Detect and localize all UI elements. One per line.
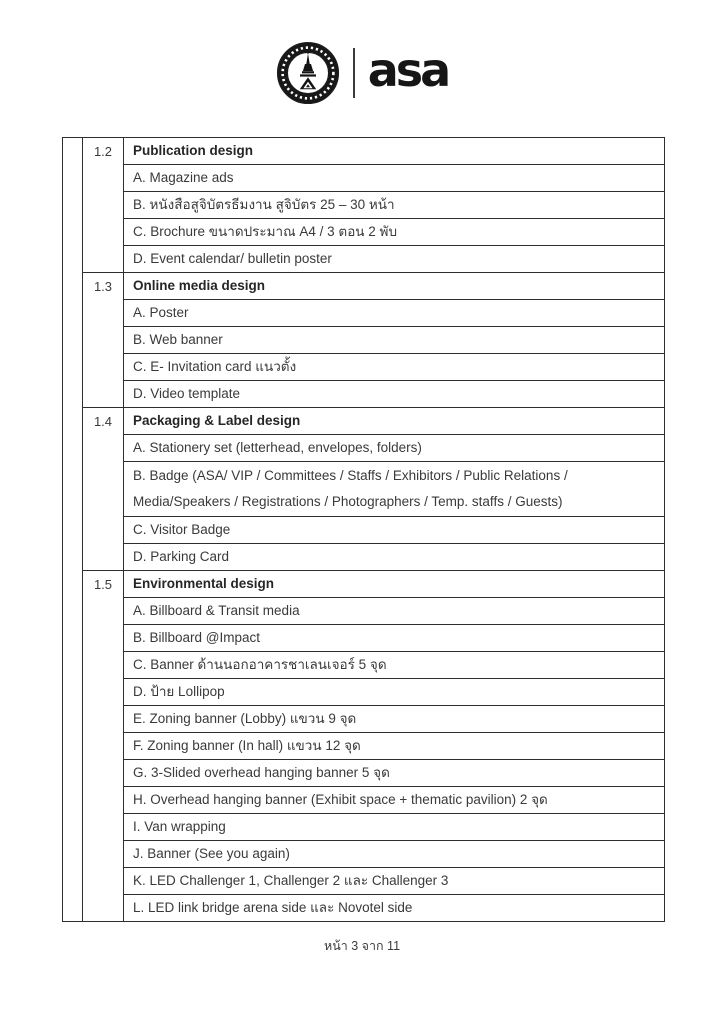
item-cell: A. Billboard & Transit media: [124, 598, 665, 625]
item-cell: C. E- Invitation card แนวตั้ง: [124, 354, 665, 381]
item-cell: I. Van wrapping: [124, 814, 665, 841]
table-row: [63, 733, 665, 760]
item-cell: B. Web banner: [124, 327, 665, 354]
item-cell: D. ป้าย Lollipop: [124, 679, 665, 706]
table-row: [63, 138, 665, 165]
section-number: 1.2: [83, 138, 124, 273]
item-cell: D. Parking Card: [124, 544, 665, 571]
item-cell: F. Zoning banner (In hall) แขวน 12 จุด: [124, 733, 665, 760]
item-cell: K. LED Challenger 1, Challenger 2 และ Challenger 3: [124, 868, 665, 895]
table-row: [63, 544, 665, 571]
table-row: [63, 598, 665, 625]
table-row: [63, 571, 665, 598]
page-number: หน้า 3 จาก 11: [323, 939, 401, 953]
table-left-spacer-cell: [63, 138, 83, 922]
table-row: [63, 435, 665, 462]
table-row: [63, 868, 665, 895]
item-cell: C. Visitor Badge: [124, 517, 665, 544]
table-row: [63, 706, 665, 733]
table-row: [63, 652, 665, 679]
item-cell: G. 3-Slided overhead hanging banner 5 จุด: [124, 760, 665, 787]
section-title: Packaging & Label design: [124, 408, 665, 435]
table-row: [63, 625, 665, 652]
table-row: [63, 679, 665, 706]
item-cell: B. Badge (ASA/ VIP / Committees / Staffs / Exhibitors / Public Relations / Media/Speakers / Registrations / Photographers / Temp. staffs / Guests): [124, 462, 665, 517]
section-number: 1.5: [83, 571, 124, 922]
item-cell: L. LED link bridge arena side และ Novotel side: [124, 895, 665, 922]
table-row: [63, 219, 665, 246]
table-row: [63, 354, 665, 381]
section-number: 1.4: [83, 408, 124, 571]
table-row: [63, 760, 665, 787]
table-row: [63, 408, 665, 435]
table-row: [63, 381, 665, 408]
section-title: Publication design: [124, 138, 665, 165]
table-row: [63, 273, 665, 300]
section-number: 1.3: [83, 273, 124, 408]
item-cell: A. Poster: [124, 300, 665, 327]
section-title: Environmental design: [124, 571, 665, 598]
table-row: [63, 192, 665, 219]
header-logos: [0, 40, 724, 106]
item-cell: A. Stationery set (letterhead, envelopes, folders): [124, 435, 665, 462]
table-row: [63, 165, 665, 192]
table-row: [63, 787, 665, 814]
item-cell: J. Banner (See you again): [124, 841, 665, 868]
table-row: [63, 517, 665, 544]
item-cell: C. Banner ด้านนอกอาคารชาเลนเจอร์ 5 จุด: [124, 652, 665, 679]
item-cell: D. Event calendar/ bulletin poster: [124, 246, 665, 273]
logo-divider: [353, 48, 355, 98]
section-title: Online media design: [124, 273, 665, 300]
item-cell: B. หนังสือสูจิบัตรธีมงาน สูจิบัตร 25 – 30 หน้า: [124, 192, 665, 219]
table-row: [63, 246, 665, 273]
item-cell: E. Zoning banner (Lobby) แขวน 9 จุด: [124, 706, 665, 733]
item-cell: A. Magazine ads: [124, 165, 665, 192]
table-row: [63, 300, 665, 327]
item-cell: H. Overhead hanging banner (Exhibit space + thematic pavilion) 2 จุด: [124, 787, 665, 814]
table-row: [63, 895, 665, 922]
asa-logotype: asa: [367, 43, 449, 97]
deliverables-table: [62, 137, 665, 922]
table-row: [63, 462, 665, 517]
table-row: [63, 327, 665, 354]
item-cell: D. Video template: [124, 381, 665, 408]
table-row: [63, 841, 665, 868]
table-row: [63, 814, 665, 841]
asa-association-emblem-icon: [276, 41, 340, 105]
item-cell: B. Billboard @Impact: [124, 625, 665, 652]
item-cell: C. Brochure ขนาดประมาณ A4 / 3 ตอน 2 พับ: [124, 219, 665, 246]
